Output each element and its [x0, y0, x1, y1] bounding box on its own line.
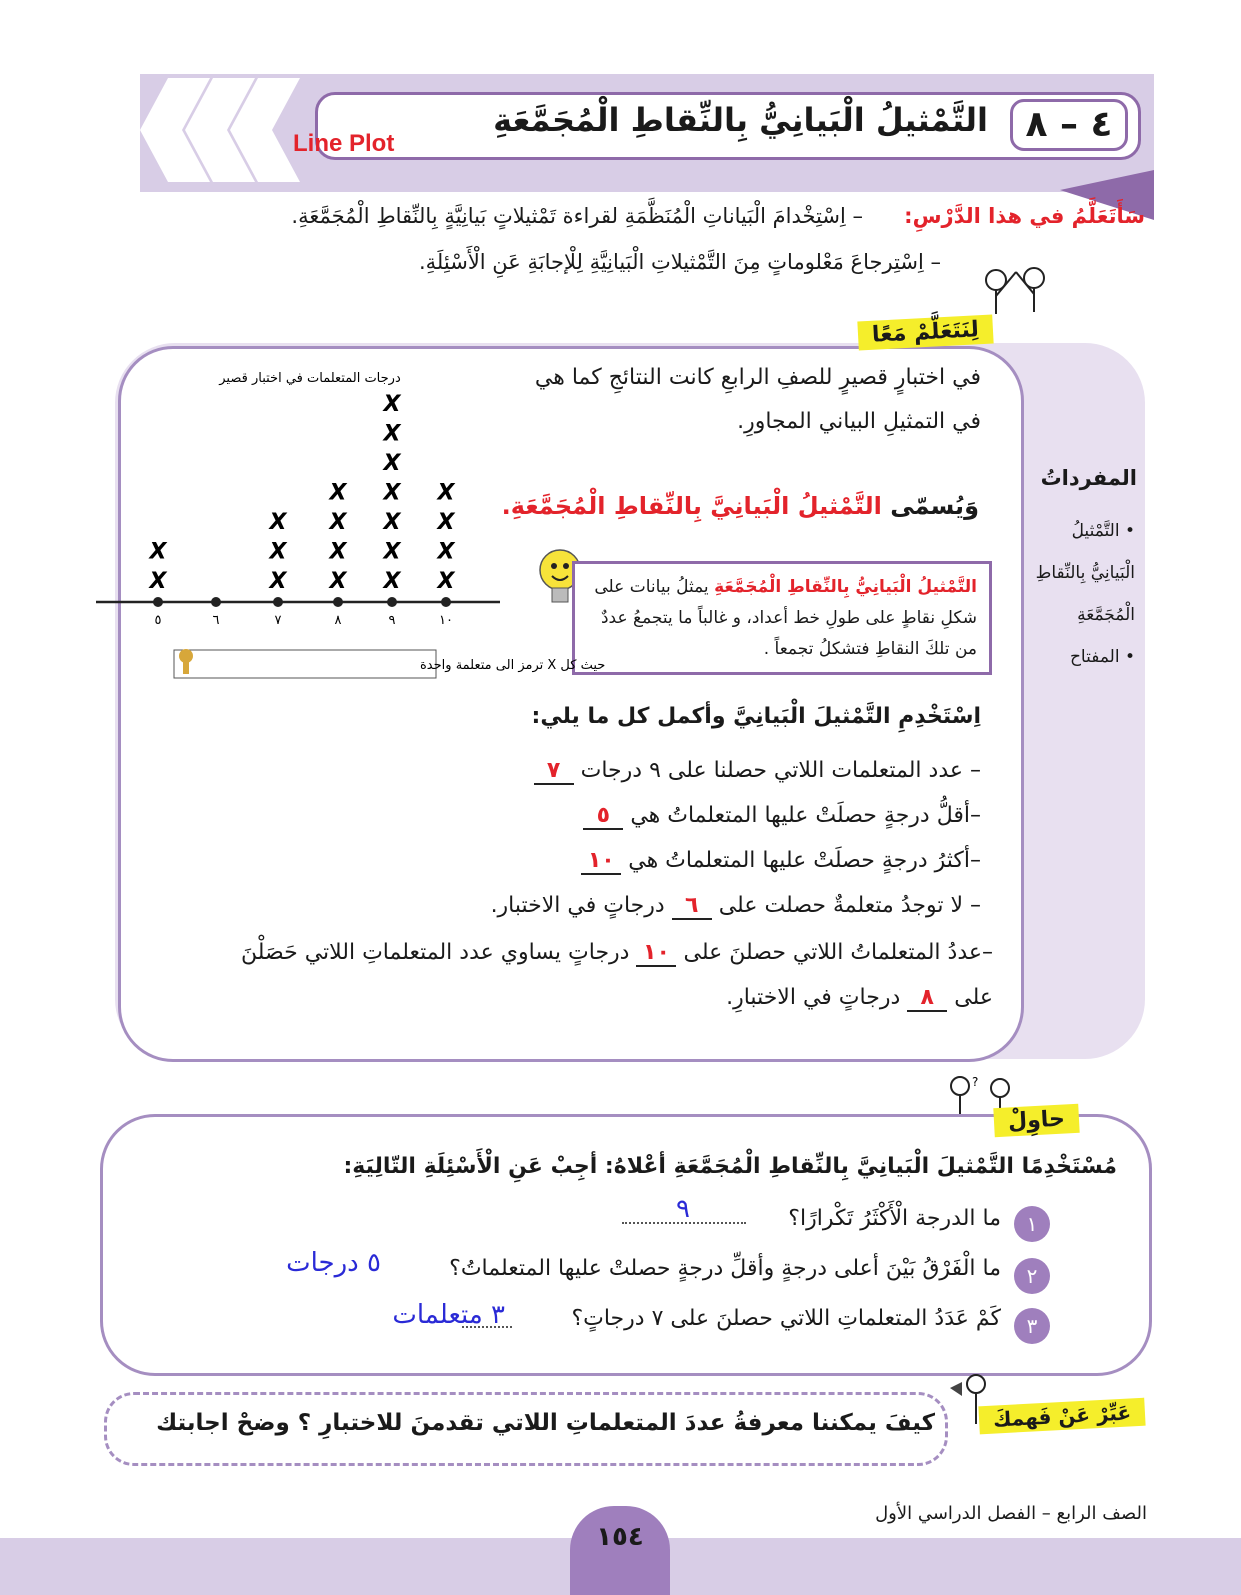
tick-label: ٩ — [388, 613, 396, 628]
x-mark: X — [329, 569, 347, 594]
answer-blank[interactable]: ١٠ — [581, 848, 621, 875]
answer-blank[interactable]: ١٠ — [636, 940, 676, 967]
vocab-item: الْبَيانِيُّ بِالنِّقاطِ — [1035, 563, 1135, 583]
handwritten-answer: ٣ متعلمات — [392, 1300, 505, 1330]
intro-line: في اختبارٍ قصيرٍ للصفِ الرابعِ كانت النتائجِ كما هي — [534, 365, 981, 390]
lesson-number: ٤ – ٨ — [1010, 99, 1128, 151]
tick-label: ٥ — [154, 613, 162, 628]
tick-point — [273, 597, 283, 607]
vocab-item: الْمُجَمَّعَةِ — [1077, 605, 1135, 625]
tick-point — [441, 597, 451, 607]
vocab-item: • التَّمْثيلُ — [1071, 521, 1135, 541]
tick-point — [387, 597, 397, 607]
question-text: درجاتٍ في الاختبارِ. — [726, 985, 901, 1010]
objectives-label: سَأَتَعَلَّمُ في هذا الدَّرْسِ: — [904, 204, 1145, 228]
question-line — [583, 803, 981, 830]
vocab-list — [1036, 510, 1135, 678]
definition-text — [589, 572, 977, 665]
learn-together-tag: لِنَتَعَلَّمْ مَعًا — [857, 314, 993, 350]
chart-key: حيث كل X ترمز الى متعلمة واحدة — [420, 658, 606, 673]
tick-label: ٨ — [334, 613, 342, 628]
called-term: التَّمْثيلُ الْبَيانِيَّ بِالنِّقاطِ الْمُجَمَّعَةِ. — [501, 492, 882, 520]
x-mark: X — [269, 510, 287, 535]
x-mark: X — [383, 392, 401, 417]
handwritten-answer: ٩ — [676, 1194, 690, 1224]
question-text: على — [954, 985, 993, 1010]
question-line — [726, 985, 993, 1012]
answer-blank[interactable]: ٥ — [583, 803, 623, 830]
instruction: اِسْتَخْدِمِ التَّمْثيلَ الْبَيانِيَّ وأكمل كل ما يلي: — [531, 704, 981, 729]
lesson-header — [315, 92, 1141, 160]
question-text: درجاتٍ في الاختبار. — [490, 893, 665, 918]
question-line — [581, 848, 981, 875]
express-question: كيفَ يمكننا معرفةُ عددَ المتعلماتِ اللاتي تقدمنَ للاختبارِ ؟ وضحْ اجابتك — [156, 1410, 935, 1436]
x-mark: X — [269, 569, 287, 594]
x-mark: X — [383, 539, 401, 565]
question-text: درجاتٍ يساوي عدد المتعلماتِ اللاتي حَصَلْنَ — [241, 940, 630, 965]
try-question: كَمْ عَدَدُ المتعلماتِ اللاتي حصلنَ على ٧ درجاتٍ؟ — [571, 1306, 1001, 1331]
question-text: –أقلُّ درجةٍ حصلَتْ عليها المتعلماتُ هي — [630, 803, 981, 828]
tick-label: ١٠ — [439, 613, 453, 628]
vocab-title: المفرداتُ — [1040, 466, 1137, 490]
tick-point — [211, 597, 221, 607]
question-number: ٢ — [1014, 1258, 1050, 1294]
question-text: – لا توجدُ متعلمةٌ حصلت على — [718, 893, 981, 918]
x-mark: X — [329, 539, 347, 565]
x-mark: X — [269, 539, 287, 565]
chart-key-box — [174, 650, 436, 678]
x-mark: X — [437, 569, 455, 594]
x-mark: X — [437, 510, 455, 535]
x-mark: X — [383, 510, 401, 535]
line-plot-chart — [90, 360, 606, 690]
question-number: ١ — [1014, 1206, 1050, 1242]
lesson-subtitle-en: Line Plot — [293, 130, 395, 157]
answer-blank[interactable]: ٨ — [907, 985, 947, 1012]
definition-body: يمثلُ بيانات على شكلِ نقاطٍ على طولِ خط أعداد، و غالباً ما يتجمعُ عددٌ من تلكَ النقاطِ فتشكلُ تجمعاً . — [594, 577, 977, 659]
tick-label: ٧ — [274, 613, 282, 628]
handwritten-answer: ٥ درجات — [286, 1248, 381, 1278]
x-mark: X — [329, 480, 347, 506]
answer-blank[interactable]: ٧ — [534, 758, 574, 785]
x-mark: X — [437, 539, 455, 565]
question-text: –أكثرُ درجةٍ حصلَتْ عليها المتعلماتُ هي — [628, 848, 981, 873]
answer-blank[interactable]: ٦ — [672, 893, 712, 920]
x-mark: X — [149, 569, 167, 594]
svg-text:?: ? — [972, 1075, 979, 1089]
question-line — [241, 940, 993, 967]
question-line — [491, 893, 981, 920]
try-tag: حاوِلْ — [993, 1104, 1079, 1137]
definition-box — [572, 561, 992, 675]
footer-text: الصف الرابع – الفصل الدراسي الأول — [875, 1503, 1147, 1524]
question-line — [534, 758, 981, 785]
objective-item: – اِسْتِرجاعَ مَعْلوماتٍ مِنَ التَّمْثيلاتِ الْبَيانِيَّةِ لِلْإجابَةِ عَنِ الْأَسْئِلَةِ. — [419, 250, 941, 274]
question-text: –عددُ المتعلماتُ اللاتي حصلنَ على — [683, 940, 993, 965]
x-mark: X — [383, 480, 401, 506]
try-intro: مُسْتَخْدِمًا التَّمْثيلَ الْبَيانِيَّ بِالنِّقاطِ الْمُجَمَّعَةِ أعْلاهُ: أجِبْ عَنِ الْأَسْئِلَةِ التّالِيَةِ: — [343, 1154, 1117, 1179]
tick-point — [153, 597, 163, 607]
x-mark: X — [437, 480, 455, 506]
x-mark: X — [329, 510, 347, 535]
called-prefix: وَيُسمّى — [890, 492, 979, 520]
tick-label: ٦ — [212, 613, 220, 628]
intro-line: في التمثيلِ البياني المجاورِ. — [737, 409, 981, 434]
x-mark: X — [383, 569, 401, 594]
lesson-title: التَّمْثيلُ الْبَيانِيُّ بِالنِّقاطِ الْمُجَمَّعَةِ — [493, 101, 988, 139]
x-mark: X — [383, 421, 401, 447]
vocab-item: • المفتاح — [1069, 647, 1135, 667]
called-line — [502, 492, 979, 520]
definition-term: التَّمْثيلُ الْبَيانِيُّ بِالنِّقاطِ الْمُجَمَّعَةِ — [714, 577, 977, 597]
try-question: ما الدرجة الْأَكْثَرُ تَكْرارًا؟ — [788, 1206, 1001, 1231]
intro-paragraph — [461, 356, 981, 444]
tick-point — [333, 597, 343, 607]
try-question: ما الْفَرْقُ بَيْنَ أعلى درجةٍ وأقلِّ درجةٍ حصلتْ عليها المتعلماتُ؟ — [449, 1256, 1001, 1281]
express-tag: عَبِّرْ عَنْ فَهمكَ — [978, 1398, 1145, 1435]
question-text: – عدد المتعلمات اللاتي حصلنا على ٩ درجات — [580, 758, 981, 783]
question-number: ٣ — [1014, 1308, 1050, 1344]
x-mark: X — [383, 451, 401, 476]
page-number: ١٥٤ — [596, 1522, 644, 1552]
chart-title: درجات المتعلمات في اختبار قصير — [219, 371, 401, 386]
x-mark: X — [149, 539, 167, 565]
objective-item: – اِسْتِخْدامَ الْبَياناتِ الْمُنَظَّمَةِ لقراءة تَمْثيلاتٍ بَيانِيَّةٍ بِالنِّقاطِ الْمُجَمَّعَةِ. — [291, 204, 863, 228]
